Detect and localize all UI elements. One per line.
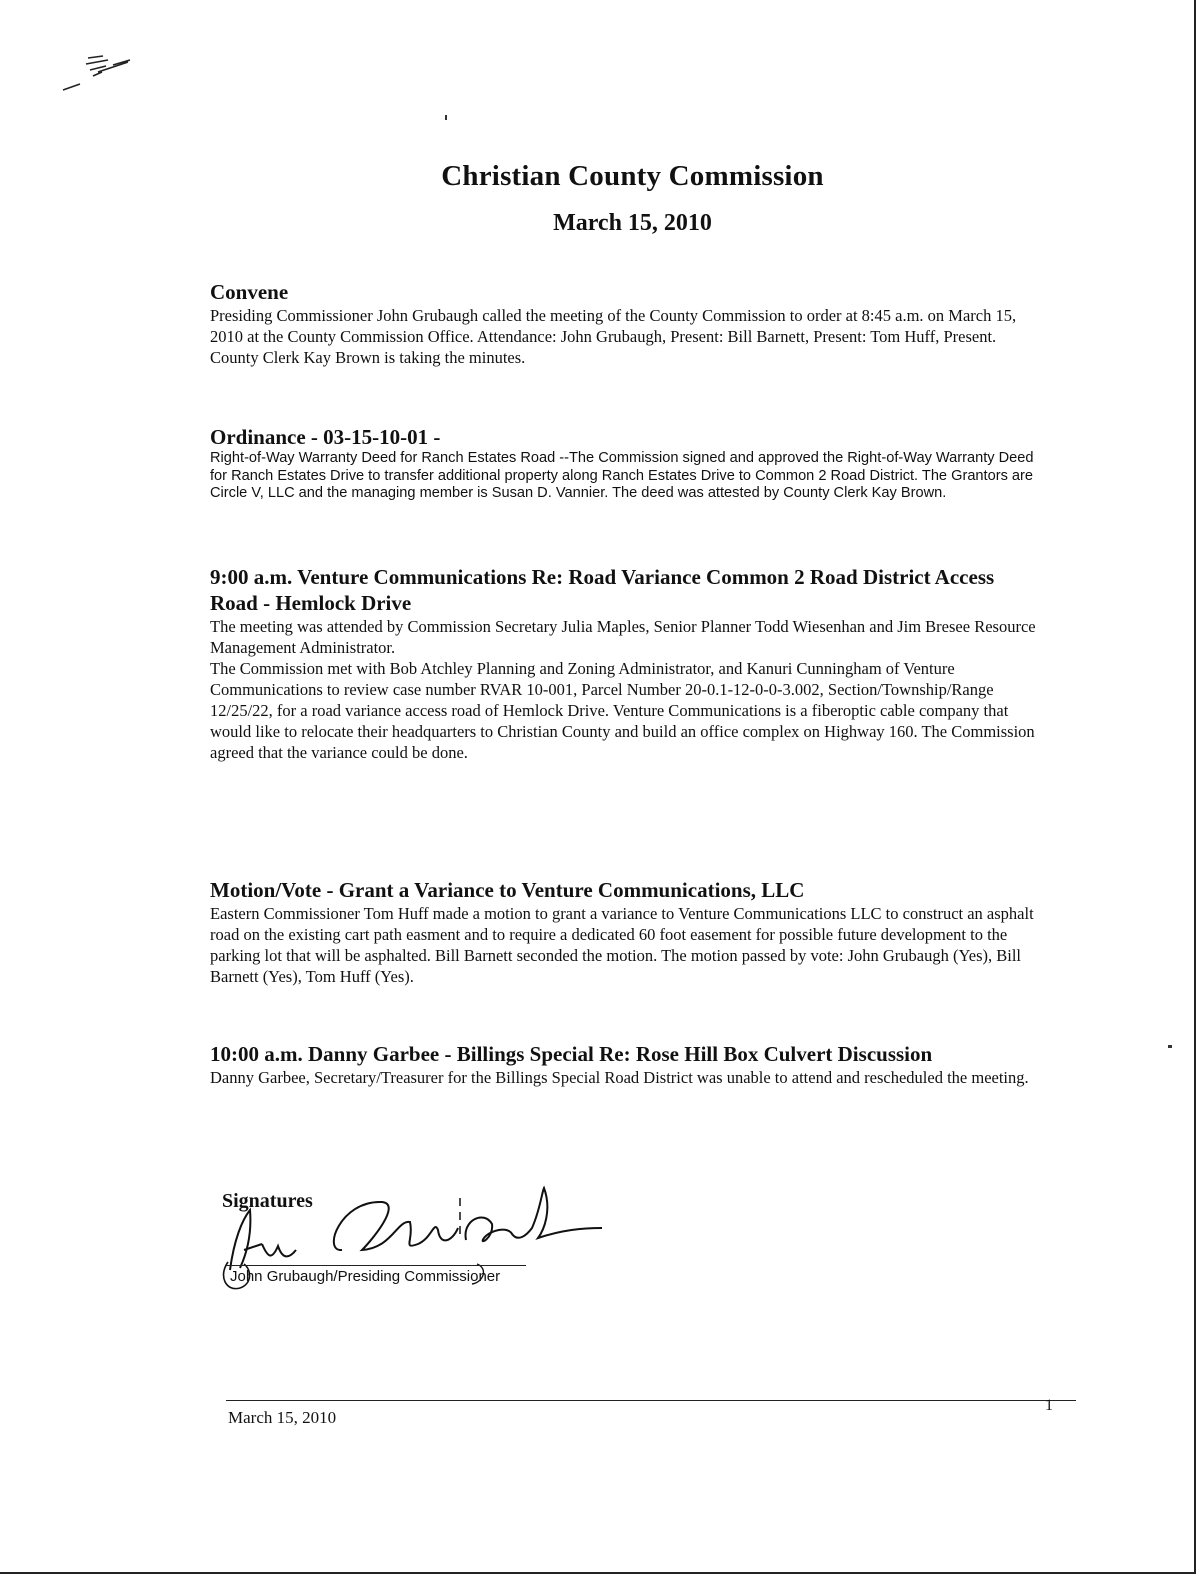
section-paragraph: Eastern Commissioner Tom Huff made a motion to grant a variance to Venture Communications LLC to construct an asphalt road on the existing cart path easment and to require a dedicated 60 foot easement for possible future development to the parking lot that will be asphalted. Bill Barnett seconded the motion. The motion passed by vote: John Grubaugh (Yes), Bill Barnett (Yes), Tom Huff (Yes). <box>210 904 1034 986</box>
section-danny-garbee <box>210 1041 1040 1088</box>
section-heading: Ordinance - 03-15-10-01 - <box>210 425 441 449</box>
section-paragraph: Presiding Commissioner John Grubaugh called the meeting of the County Commission to order at 8:45 a.m. on March 15, 2010 at the County Commission Office. Attendance: John Grubaugh, Present: Bill Barnett, Present: Tom Huff, Present. County Clerk Kay Brown is taking the minutes. <box>210 306 1017 367</box>
footer-rule <box>226 1400 1076 1401</box>
section-paragraph: The meeting was attended by Commission Secretary Julia Maples, Senior Planner Todd Wiesenhan and Jim Bresee Resource Management Administrator. <box>210 617 1036 657</box>
handwritten-mark-icon <box>58 50 138 100</box>
scan-speck <box>1168 1045 1172 1048</box>
section-paragraph: Danny Garbee, Secretary/Treasurer for the Billings Special Road District was unable to attend and rescheduled the meeting. <box>210 1068 1029 1087</box>
signature-block <box>222 1190 622 1300</box>
signature-line <box>226 1265 526 1266</box>
document-title: Christian County Commission <box>441 160 824 192</box>
page-number: 1 <box>1045 1397 1053 1414</box>
footer-date: March 15, 2010 <box>228 1408 337 1427</box>
section-motion-vote <box>210 877 1040 987</box>
section-heading: Convene <box>210 280 289 304</box>
document-date: March 15, 2010 <box>553 210 712 236</box>
section-paragraph: Right-of-Way Warranty Deed for Ranch Estates Road --The Commission signed and approved the Right-of-Way Warranty Deed for Ranch Estates Drive to transfer additional property along Ranch Estates Drive to Common 2 Road District. The Grantors are Circle V, LLC and the managing member is Susan D. Vannier. The deed was attested by County Clerk Kay Brown. <box>210 450 1034 501</box>
section-heading: 9:00 a.m. Venture Communications Re: Road Variance Common 2 Road District Access Road - Hemlock Drive <box>210 565 995 615</box>
scan-speck <box>445 115 447 120</box>
section-venture-communications <box>210 564 1040 763</box>
section-paragraph: The Commission met with Bob Atchley Planning and Zoning Administrator, and Kanuri Cunningham of Venture Communications to review case number RVAR 10-001, Parcel Number 20-0.1-12-0-0-3.002, Section/Township/Range 12/25/22, for a road variance access road of Hemlock Drive. Venture Communications is a fiberoptic cable company that would like to relocate their headquarters to Christian County and build an office complex on Highway 160. The Commission agreed that the variance could be done. <box>210 659 1035 762</box>
section-heading: 10:00 a.m. Danny Garbee - Billings Special Re: Rose Hill Box Culvert Discussion <box>210 1042 933 1066</box>
section-heading: Motion/Vote - Grant a Variance to Venture Communications, LLC <box>210 878 805 902</box>
section-convene <box>210 279 1040 368</box>
section-ordinance <box>210 424 1040 503</box>
signatures-heading: Signatures <box>222 1190 313 1212</box>
signature-caption: John Grubaugh/Presiding Commissioner <box>230 1268 501 1285</box>
